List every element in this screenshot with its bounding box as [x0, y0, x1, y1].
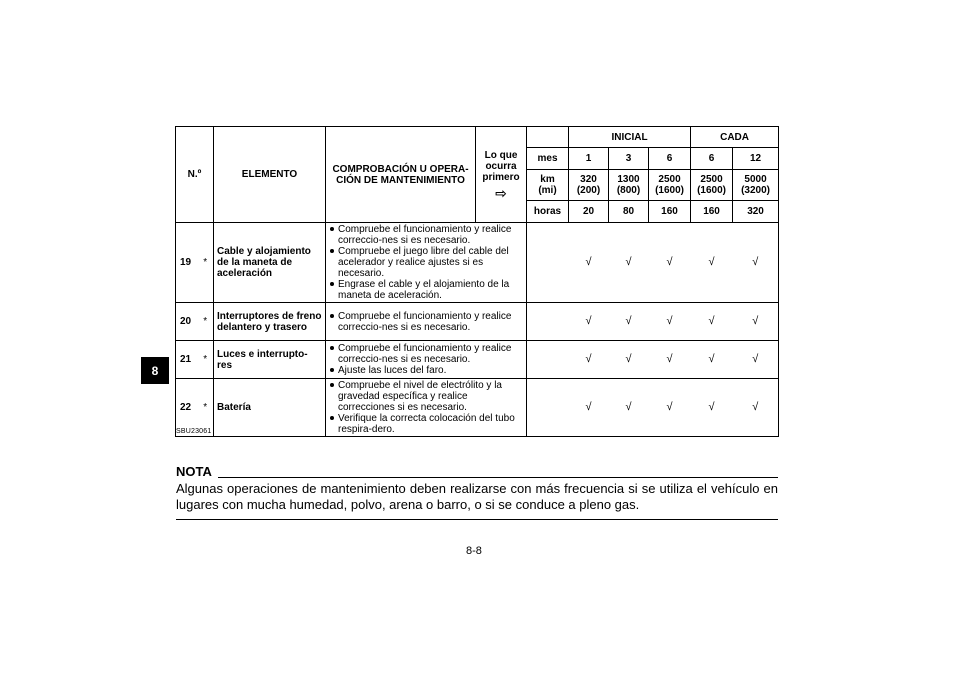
note-text: Algunas operaciones de mantenimiento deben realizarse con más frecuencia si se utiliza el vehículo en lugares con mucha humedad, polvo, arena o barro, o si se conduce a pleno gas.: [176, 481, 778, 512]
row-number: 22: [176, 379, 198, 437]
row-item: Cable y alojamiento de la maneta de aceleración: [214, 223, 326, 303]
chapter-tab: 8: [141, 357, 169, 384]
check-mark-icon: √: [569, 303, 609, 341]
header-check: COMPROBACIÓN U OPERA-CIÓN DE MANTENIMIENTO: [326, 127, 476, 223]
note-title: NOTA: [176, 464, 212, 479]
check-item: Engrase el cable y el alojamiento de la maneta de aceleración.: [329, 279, 523, 301]
check-item: Compruebe el funcionamiento y realice correccio-nes si es necesario.: [329, 224, 523, 246]
km-value: 320 (200): [569, 170, 609, 201]
row-item: Interruptores de freno delantero y trasero: [214, 303, 326, 341]
mes-label: mes: [527, 148, 569, 170]
check-item: Compruebe el funcionamiento y realice correccio-nes si es necesario.: [329, 311, 523, 333]
check-mark-icon: √: [609, 341, 649, 379]
arrow-right-icon: ⇨: [495, 184, 507, 201]
asterisk-mark: *: [198, 303, 214, 341]
km-value: 1300 (800): [609, 170, 649, 201]
mes-value: 3: [609, 148, 649, 170]
horas-value: 20: [569, 201, 609, 223]
check-item: Compruebe el funcionamiento y realice correccio-nes si es necesario.: [329, 343, 523, 365]
check-item: Verifique la correcta colocación del tubo respira-dero.: [329, 413, 523, 435]
mes-value: 12: [733, 148, 779, 170]
horas-label: horas: [527, 201, 569, 223]
horas-value: 160: [649, 201, 691, 223]
check-mark-icon: √: [609, 379, 649, 437]
km-value: 2500 (1600): [691, 170, 733, 201]
check-mark-icon: √: [733, 223, 779, 303]
row-item: Luces e interrupto-res: [214, 341, 326, 379]
header-num: N.º: [176, 127, 214, 223]
table-row: [176, 223, 779, 303]
header-first: [476, 127, 527, 223]
check-mark-icon: √: [733, 303, 779, 341]
row-checks: [326, 379, 527, 437]
km-value: 2500 (1600): [649, 170, 691, 201]
check-mark-icon: √: [609, 223, 649, 303]
note-bottom-divider: [176, 519, 778, 520]
header-first-label: Lo que ocurra primero: [482, 149, 520, 183]
table-row: [176, 341, 779, 379]
check-mark-icon: √: [691, 341, 733, 379]
check-mark-icon: √: [733, 341, 779, 379]
check-mark-icon: √: [569, 223, 609, 303]
check-mark-icon: √: [649, 379, 691, 437]
row-item: Batería: [214, 379, 326, 437]
table-row: [176, 303, 779, 341]
maintenance-table: [175, 126, 779, 437]
note-divider: [218, 477, 778, 478]
mes-value: 6: [691, 148, 733, 170]
asterisk-mark: *: [198, 341, 214, 379]
header-initial: INICIAL: [569, 127, 691, 148]
check-mark-icon: √: [691, 223, 733, 303]
header-every: CADA: [691, 127, 779, 148]
check-mark-icon: √: [569, 379, 609, 437]
row-number: 19: [176, 223, 198, 303]
row-checks: [326, 341, 527, 379]
page-number: 8-8: [466, 545, 482, 557]
check-mark-icon: √: [649, 341, 691, 379]
check-item: Compruebe el juego libre del cable del acelerador y realice ajustes si es necesario.: [329, 246, 523, 279]
check-mark-icon: √: [691, 379, 733, 437]
row-checks: [326, 303, 527, 341]
section-code: SBU23061: [176, 428, 212, 435]
check-mark-icon: √: [649, 303, 691, 341]
mes-value: 6: [649, 148, 691, 170]
km-label: km (mi): [527, 170, 569, 201]
check-mark-icon: √: [691, 303, 733, 341]
row-number: 20: [176, 303, 198, 341]
check-mark-icon: √: [609, 303, 649, 341]
row-checks: [326, 223, 527, 303]
check-mark-icon: √: [733, 379, 779, 437]
asterisk-mark: *: [198, 223, 214, 303]
check-mark-icon: √: [569, 341, 609, 379]
row-number: 21: [176, 341, 198, 379]
check-item: Ajuste las luces del faro.: [329, 365, 523, 376]
horas-value: 160: [691, 201, 733, 223]
mes-value: 1: [569, 148, 609, 170]
km-value: 5000 (3200): [733, 170, 779, 201]
header-item: ELEMENTO: [214, 127, 326, 223]
table-row: [176, 379, 779, 437]
check-mark-icon: √: [649, 223, 691, 303]
horas-value: 320: [733, 201, 779, 223]
check-item: Compruebe el nivel de electrólito y la gravedad específica y realice correcciones si es necesario.: [329, 380, 523, 413]
horas-value: 80: [609, 201, 649, 223]
asterisk-mark: *: [198, 379, 214, 437]
